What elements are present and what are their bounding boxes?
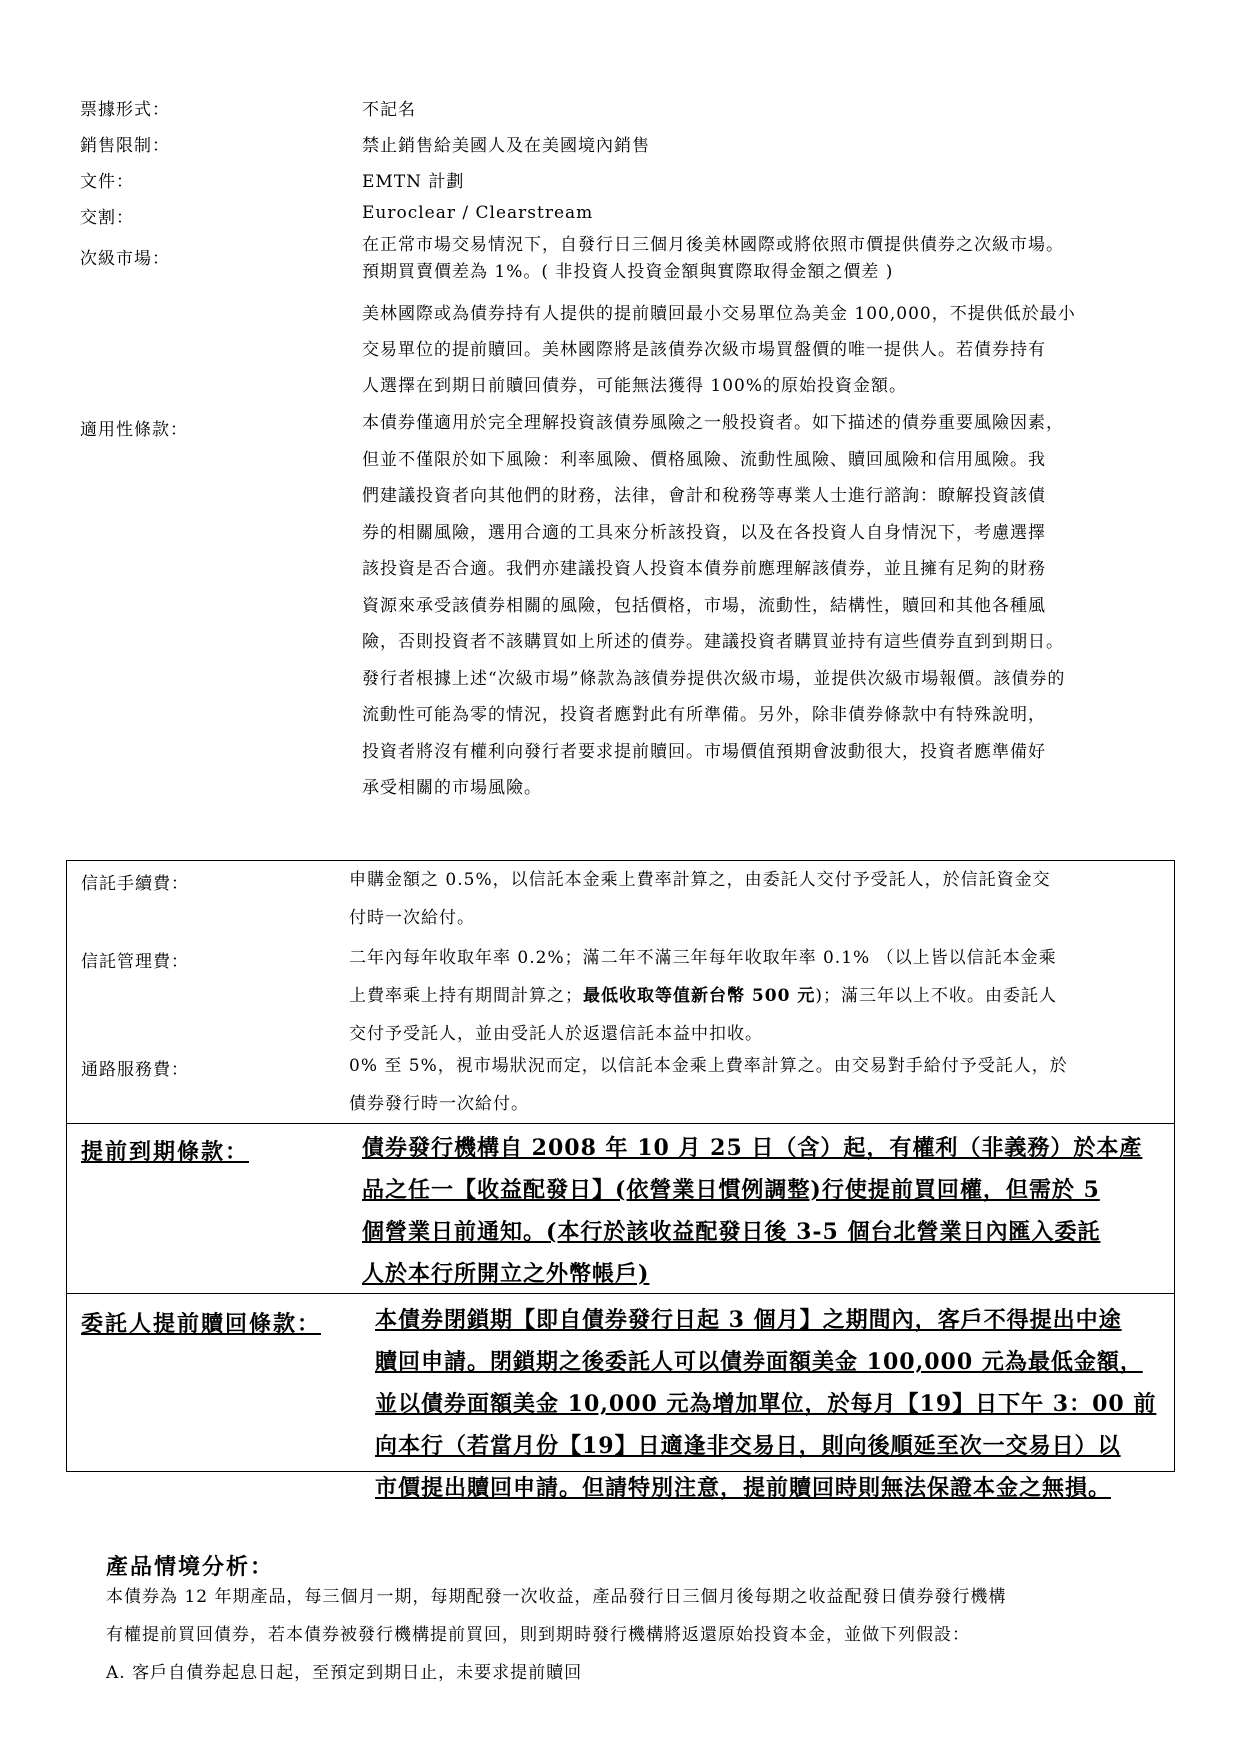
text-line: 人選擇在到期日前贖回債券，可能無法獲得 100%的原始投資金額。 <box>362 376 908 396</box>
text-line: 流動性可能為零的情況，投資者應對此有所準備。另外，除非債券條款中有特殊說明， <box>362 705 1046 725</box>
term-value-continued <box>362 296 1174 404</box>
divider <box>67 1123 1174 1124</box>
section-body <box>106 1578 1166 1692</box>
text-line: 向本行（若當月份【19】日適逢非交易日，則向後順延至次一交易日）以 <box>375 1433 1121 1459</box>
text-line: 交付予受託人，並由受託人於返還信託本益中扣收。 <box>349 1024 763 1044</box>
term-value <box>362 405 1174 807</box>
fee-value-channel-service <box>349 1047 1165 1123</box>
divider <box>67 1293 1174 1294</box>
text-fragment: 上費率乘上持有期間計算之； <box>349 986 583 1006</box>
fee-label-channel-service: 通路服務費： <box>81 1060 189 1080</box>
fee-value-trust-handling <box>349 861 1165 937</box>
term-label: 票據形式： <box>80 100 170 120</box>
fees-terms-box <box>66 860 1175 1501</box>
term-label: 銷售限制： <box>80 136 170 156</box>
term-value: EMTN 計劃 <box>362 172 465 192</box>
text-line: 二年內每年收取年率 0.2%；滿二年不滿三年每年收取年率 0.1% （以上皆以信託本金乘 <box>349 948 1057 968</box>
text-line: 本債券閉鎖期【即自債券發行日起 3 個月】之期間內，客戶不得提出中途 <box>375 1307 1122 1333</box>
term-label: 文件： <box>80 172 134 192</box>
text-line: 發行者根據上述“次級市場”條款為該債券提供次級市場，並提供次級市場報價。該債券的 <box>362 668 1066 689</box>
text-line <box>349 977 1165 1015</box>
early-maturity-value <box>362 1127 1162 1295</box>
text-line: 本債券僅適用於完全理解投資該債券風險之一般投資者。如下描述的債券重要風險因素， <box>362 413 1064 433</box>
text-line: 們建議投資者向其他們的財務，法律，會計和稅務等專業人士進行諮詢：瞭解投資該債 <box>362 486 1046 506</box>
text-line: 在正常市場交易情況下，自發行日三個月後美林國際或將依照市價提供債券之次級市場。 <box>362 235 1064 255</box>
text-line: 申購金額之 0.5%，以信託本金乘上費率計算之，由委託人交付予受託人，於信託資金交 <box>349 870 1051 890</box>
fee-value-trust-management <box>349 939 1165 1053</box>
term-label: 交割： <box>80 208 134 228</box>
term-value <box>362 232 1174 286</box>
text-line: 券的相關風險，選用合適的工具來分析該投資，以及在各投資人自身情況下，考慮選擇 <box>362 522 1046 543</box>
fee-label-trust-management: 信託管理費： <box>81 952 189 972</box>
text-line: 預期買賣價差為 1%。( 非投資人投資金額與實際取得金額之價差 ) <box>362 262 894 282</box>
early-redemption-value <box>375 1299 1165 1509</box>
text-line: 本債券為 12 年期產品，每三個月一期，每期配發一次收益，產品發行日三個月後每期之收益配發日債券發行機構 <box>106 1587 1007 1607</box>
fee-label-trust-handling: 信託手續費： <box>81 874 189 894</box>
text-line: 交易單位的提前贖回。美林國際將是該債券次級市場買盤價的唯一提供人。若債券持有 <box>362 340 1046 360</box>
text-line: 美林國際或為債券持有人提供的提前贖回最小交易單位為美金 100,000，不提供低於最小 <box>362 304 1076 324</box>
text-line: 承受相關的市場風險。 <box>362 778 542 798</box>
term-value: 禁止銷售給美國人及在美國境內銷售 <box>362 136 650 156</box>
text-line: 有權提前買回債券，若本債券被發行機構提前買回，則到期時發行機構將返還原始投資本金，並做下列假設： <box>106 1625 970 1645</box>
early-maturity-label: 提前到期條款： <box>81 1139 250 1165</box>
text-line: 付時一次給付。 <box>349 908 475 928</box>
term-value: 不記名 <box>362 100 416 120</box>
text-line: 0% 至 5%，視市場狀況而定，以信託本金乘上費率計算之。由交易對手給付予受託人，於 <box>349 1056 1068 1076</box>
text-line: A. 客戶自債券起息日起，至預定到期日止，未要求提前贖回 <box>106 1663 583 1683</box>
text-line: 該投資是否合適。我們亦建議投資人投資本債券前應理解該債券，並且擁有足夠的財務 <box>362 559 1046 579</box>
text-line: 個營業日前通知。(本行於該收益配發日後 3-5 個台北營業日內匯入委託 <box>362 1219 1101 1245</box>
text-line: 債券發行機構自 2008 年 10 月 25 日（含）起，有權利（非義務）於本產 <box>362 1135 1143 1161</box>
text-line: 品之任一【收益配發日】(依營業日慣例調整)行使提前買回權，但需於 5 <box>362 1177 1100 1203</box>
section-title: 產品情境分析： <box>106 1554 275 1580</box>
text-line: 市價提出贖回申請。但請特別注意，提前贖回時則無法保證本金之無損。 <box>375 1475 1112 1501</box>
text-line: 贖回申請。閉鎖期之後委託人可以債券面額美金 100,000 元為最低金額， <box>375 1349 1143 1375</box>
text-line: 險，否則投資者不該購買如上所述的債券。建議投資者購買並持有這些債券直到到期日。 <box>362 632 1064 652</box>
text-line: 投資者將沒有權利向發行者要求提前贖回。市場價值預期會波動很大，投資者應準備好 <box>362 741 1046 762</box>
text-line: 並以債券面額美金 10,000 元為增加單位，於每月【19】日下午 3：00 前 <box>375 1391 1157 1417</box>
text-line: 人於本行所開立之外幣帳戶) <box>362 1261 650 1287</box>
term-value: Euroclear / Clearstream <box>362 203 594 223</box>
text-fragment-bold: 最低收取等值新台幣 500 元 <box>583 986 816 1006</box>
early-redemption-label: 委託人提前贖回條款： <box>81 1311 322 1337</box>
term-label: 次級市場： <box>80 249 170 269</box>
text-line: 但並不僅限於如下風險：利率風險、價格風險、流動性風險、贖回風險和信用風險。我 <box>362 449 1046 470</box>
term-label: 適用性條款： <box>80 420 188 440</box>
text-line: 資源來承受該債券相關的風險，包括價格，市場，流動性，結構性，贖回和其他各種風 <box>362 595 1046 616</box>
text-line: 債券發行時一次給付。 <box>349 1094 529 1114</box>
text-fragment: )；滿三年以上不收。由委託人 <box>815 986 1057 1006</box>
